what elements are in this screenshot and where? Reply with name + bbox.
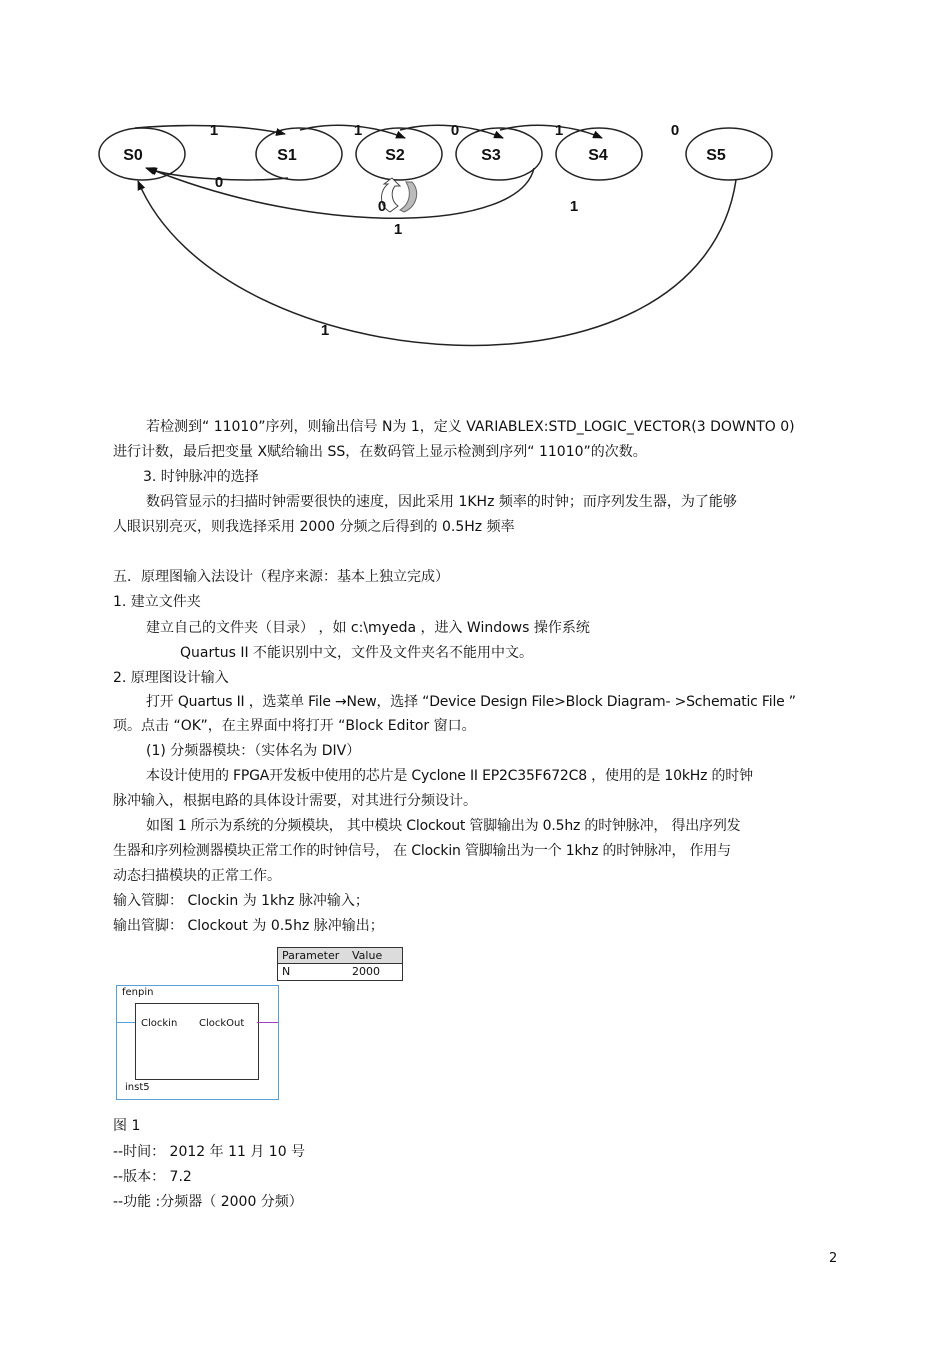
edge-label: 1 — [209, 122, 219, 139]
edge-s3-s4 — [500, 125, 602, 138]
section-heading: 五．原理图输入法设计（程序来源：基本上独立完成） — [113, 569, 449, 585]
paragraph-line: 本设计使用的 FPGA开发板中使用的芯片是 Cyclone II EP2C35F672C8 ，使用的是 10kHz 的时钟 — [146, 768, 753, 784]
edge-label: 0 — [214, 174, 224, 191]
edge-label: 1 — [393, 221, 403, 238]
edge-label: 0 — [670, 122, 680, 139]
paragraph-line: 项。点击 “OK”，在主界面中将打开 “Block Editor 窗口。 — [113, 718, 476, 734]
page-number: 2 — [829, 1251, 838, 1266]
paragraph-line: 进行计数，最后把变量 X赋给输出 SS，在数码管上显示检测到序列“ 11010”的次数。 — [113, 444, 647, 460]
paragraph-line: 数码管显示的扫描时钟需要很快的速度，因此采用 1KHz 频率的时钟；而序列发生器，为了能够 — [146, 494, 737, 510]
figure-caption: 图 1 — [113, 1118, 141, 1134]
paragraph-line: 人眼识别亮灭，则我选择采用 2000 分频之后得到的 0.5Hz 频率 — [113, 519, 515, 535]
state-label: S1 — [277, 147, 297, 164]
output-wire — [257, 1022, 278, 1023]
paragraph-line: 打开 Quartus II ，选菜单 File →New，选择 “Device Design File>Block Diagram- >Schematic File ” — [146, 694, 796, 710]
paragraph-line: 动态扫描模块的正常工作。 — [113, 868, 281, 884]
paragraph-line: 生器和序列检测器模块正常工作的时钟信号， 在 Clockin 管脚输出为一个 1khz 的时钟脉冲， 作用与 — [113, 843, 731, 859]
state-s1 — [256, 128, 342, 180]
section-heading: 3. 时钟脉冲的选择 — [143, 469, 259, 485]
edge-label: 1 — [320, 322, 330, 339]
instance-name: inst5 — [125, 1082, 150, 1093]
parameter-table — [277, 947, 403, 981]
state-label: S5 — [706, 147, 726, 164]
port-input-label: Clockin — [141, 1018, 178, 1029]
state-diagram — [0, 0, 950, 400]
paragraph-line: 建立自己的文件夹（目录） ，如 c:\myeda ，进入 Windows 操作系统 — [146, 620, 590, 636]
parameter-header: Parameter — [282, 949, 340, 962]
state-s5 — [686, 128, 772, 180]
state-label: S0 — [123, 147, 143, 164]
parameter-value: 2000 — [352, 965, 380, 978]
parameter-name: N — [282, 965, 291, 978]
state-label: S3 — [481, 147, 501, 164]
input-wire — [116, 1022, 135, 1023]
state-label: S4 — [588, 147, 608, 164]
comment-line: --版本： 7.2 — [113, 1169, 192, 1185]
paragraph-line: 输出管脚： Clockout 为 0.5hz 脉冲输出； — [113, 918, 384, 934]
paragraph-line: Quartus II 不能识别中文，文件及文件夹名不能用中文。 — [180, 645, 534, 661]
edge-s5-s0 — [138, 180, 736, 345]
edge-s1-s2 — [300, 125, 405, 138]
edge-label: 1 — [569, 198, 579, 215]
paragraph-line: 如图 1 所示为系统的分频模块， 其中模块 Clockout 管脚输出为 0.5hz 的时钟脉冲， 得出序列发 — [146, 818, 741, 834]
subsection-heading: 2. 原理图设计输入 — [113, 670, 229, 686]
comment-line: --功能 :分频器（ 2000 分频） — [113, 1194, 303, 1210]
state-label: S2 — [385, 147, 405, 164]
port-output-label: ClockOut — [199, 1018, 245, 1029]
block-body — [135, 1003, 259, 1080]
comment-line: --时间： 2012 年 11 月 10 号 — [113, 1144, 306, 1160]
value-header: Value — [352, 949, 383, 962]
edge-label: 0 — [377, 198, 387, 215]
paragraph-line: 若检测到“ 11010”序列，则输出信号 N为 1，定义 VARIABLEX:STD_LOGIC_VECTOR(3 DOWNTO 0) — [146, 419, 795, 435]
paragraph-line: (1) 分频器模块：（实体名为 DIV） — [146, 743, 361, 759]
edge-label: 0 — [450, 122, 460, 139]
paragraph-line: 脉冲输入，根据电路的具体设计需要，对其进行分频设计。 — [113, 793, 477, 809]
paragraph-line: 输入管脚： Clockin 为 1khz 脉冲输入； — [113, 893, 369, 909]
edge-label: 1 — [353, 122, 363, 139]
block-name: fenpin — [122, 987, 154, 998]
edge-label: 1 — [554, 122, 564, 139]
subsection-heading: 1. 建立文件夹 — [113, 594, 201, 610]
